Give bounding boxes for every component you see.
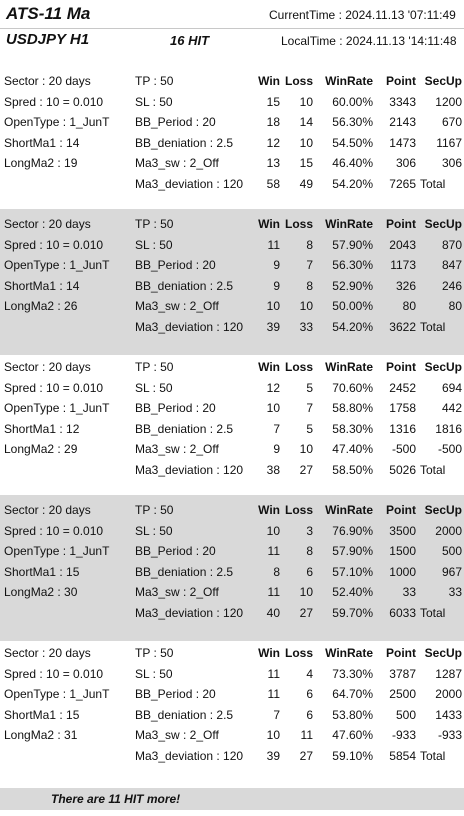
total-loss: 27 (299, 462, 313, 477)
cell-win: 13 (266, 156, 280, 170)
column-header-winrate: WinRate (325, 503, 373, 517)
param-mid: SL : 50 (135, 94, 173, 109)
cell-winrate: 46.40% (332, 156, 373, 170)
param-left: Sector : 20 days (4, 646, 91, 660)
param-mid: BB_deniation : 2.5 (135, 278, 234, 293)
footer (0, 788, 464, 810)
column-header-point: Point (386, 503, 416, 517)
param-mid: BB_Period : 20 (135, 401, 216, 415)
cell-win: 8 (273, 564, 280, 579)
param-left: OpenType : 1_JunT (4, 115, 110, 129)
total-loss: 33 (299, 319, 313, 334)
cell-loss: 7 (306, 258, 313, 272)
cell-winrate: 57.90% (332, 237, 373, 252)
cell-win: 12 (266, 380, 280, 395)
current-time: CurrentTime : 2024.11.13 '07:11:49 (269, 8, 456, 22)
cell-secup: 1167 (436, 135, 462, 150)
cell-loss: 6 (306, 687, 313, 701)
cell-win: 15 (266, 94, 280, 109)
cell-win: 9 (273, 442, 280, 456)
cell-point: 33 (402, 585, 416, 599)
column-header-win: Win (258, 217, 280, 231)
cell-win: 7 (273, 707, 280, 722)
cell-win: 11 (267, 585, 280, 599)
param-mid: SL : 50 (135, 523, 173, 538)
cell-loss: 6 (306, 707, 313, 722)
cell-loss: 4 (306, 666, 313, 681)
param-left: ShortMa1 : 15 (4, 564, 80, 579)
column-header-win: Win (258, 646, 280, 660)
param-left: LongMa2 : 30 (4, 585, 78, 599)
cell-secup: 442 (441, 401, 462, 415)
header-divider (0, 28, 464, 29)
param-mid: Ma3_sw : 2_Off (135, 585, 219, 599)
more-hits-message: There are 11 HIT more! (51, 792, 181, 806)
total-point: 3622 (389, 319, 416, 334)
param-left: ShortMa1 : 14 (4, 278, 80, 293)
column-header-win: Win (258, 503, 280, 517)
cell-loss: 7 (306, 401, 313, 415)
cell-secup: 694 (441, 380, 462, 395)
cell-loss: 11 (300, 728, 313, 742)
param-left: OpenType : 1_JunT (4, 258, 110, 272)
cell-winrate: 47.40% (332, 442, 373, 456)
cell-win: 10 (266, 299, 280, 313)
column-header-win: Win (258, 74, 280, 88)
column-header-loss: Loss (284, 217, 313, 231)
param-left: LongMa2 : 29 (4, 442, 78, 456)
cell-secup: -933 (437, 728, 462, 742)
cell-winrate: 50.00% (332, 299, 373, 313)
total-win: 38 (266, 462, 280, 477)
cell-secup: 2000 (435, 687, 462, 701)
cell-point: 1473 (389, 135, 416, 150)
cell-winrate: 70.60% (332, 380, 373, 395)
total-secup: Total (420, 176, 446, 191)
cell-loss: 5 (306, 380, 313, 395)
param-mid: BB_Period : 20 (135, 115, 216, 129)
param-mid: Ma3_deviation : 120 (135, 319, 244, 334)
param-left: LongMa2 : 31 (4, 728, 78, 742)
cell-secup: 847 (441, 258, 462, 272)
param-left: Spred : 10 = 0.010 (4, 237, 104, 252)
total-secup: Total (420, 319, 446, 334)
param-left: LongMa2 : 26 (4, 299, 78, 313)
cell-point: -933 (391, 728, 416, 742)
param-mid: Ma3_sw : 2_Off (135, 728, 219, 742)
column-header-secup: SecUp (424, 217, 462, 231)
cell-win: 10 (266, 523, 280, 538)
cell-loss: 10 (299, 299, 313, 313)
total-winrate: 54.20% (332, 176, 373, 191)
total-win: 39 (266, 748, 280, 763)
cell-secup: 670 (441, 115, 462, 129)
cell-loss: 10 (299, 135, 313, 150)
column-header-point: Point (386, 360, 416, 374)
column-header-loss: Loss (284, 646, 313, 660)
cell-win: 11 (267, 687, 280, 701)
cell-loss: 8 (306, 237, 313, 252)
cell-loss: 10 (299, 94, 313, 109)
total-point: 6033 (389, 605, 416, 620)
cell-secup: 80 (448, 299, 462, 313)
total-secup: Total (420, 605, 446, 620)
param-mid: TP : 50 (135, 646, 174, 660)
cell-winrate: 58.80% (332, 401, 373, 415)
param-left: Spred : 10 = 0.010 (4, 94, 104, 109)
cell-winrate: 52.40% (332, 585, 373, 599)
column-header-point: Point (386, 217, 416, 231)
total-win: 58 (266, 176, 280, 191)
param-left: Sector : 20 days (4, 503, 91, 517)
cell-point: 326 (395, 278, 416, 293)
total-winrate: 59.70% (332, 605, 373, 620)
column-header-secup: SecUp (424, 360, 462, 374)
total-win: 39 (266, 319, 280, 334)
column-header-loss: Loss (284, 503, 313, 517)
cell-loss: 14 (299, 115, 313, 129)
cell-secup: 1433 (435, 707, 462, 722)
cell-secup: 967 (441, 564, 462, 579)
column-header-win: Win (258, 360, 280, 374)
total-winrate: 58.50% (332, 462, 373, 477)
cell-secup: 870 (441, 237, 462, 252)
local-time: LocalTime : 2024.11.13 '14:11:48 (281, 34, 457, 48)
cell-secup: -500 (437, 442, 462, 456)
cell-point: 1173 (390, 258, 416, 272)
cell-winrate: 47.60% (332, 728, 373, 742)
result-block (0, 66, 464, 212)
cell-winrate: 54.50% (332, 135, 373, 150)
param-mid: SL : 50 (135, 237, 173, 252)
cell-win: 10 (266, 401, 280, 415)
cell-win: 18 (266, 115, 280, 129)
param-mid: BB_deniation : 2.5 (135, 707, 234, 722)
param-mid: TP : 50 (135, 217, 174, 231)
param-mid: Ma3_deviation : 120 (135, 605, 244, 620)
cell-secup: 246 (441, 278, 462, 293)
param-mid: BB_Period : 20 (135, 544, 216, 558)
column-header-secup: SecUp (424, 74, 462, 88)
cell-secup: 1287 (435, 666, 462, 681)
total-secup: Total (420, 748, 446, 763)
cell-winrate: 53.80% (332, 707, 373, 722)
param-mid: BB_Period : 20 (135, 687, 216, 701)
cell-secup: 1200 (435, 94, 462, 109)
param-mid: BB_deniation : 2.5 (135, 135, 234, 150)
param-left: OpenType : 1_JunT (4, 544, 110, 558)
param-left: ShortMa1 : 14 (4, 135, 80, 150)
column-header-winrate: WinRate (325, 360, 373, 374)
param-left: OpenType : 1_JunT (4, 401, 110, 415)
cell-loss: 10 (299, 585, 313, 599)
cell-point: 3500 (389, 523, 416, 538)
column-header-secup: SecUp (424, 503, 462, 517)
cell-point: 500 (395, 707, 416, 722)
cell-win: 9 (273, 258, 280, 272)
cell-point: 2500 (389, 687, 416, 701)
cell-point: 306 (395, 156, 416, 170)
param-mid: TP : 50 (135, 360, 174, 374)
total-loss: 27 (299, 748, 313, 763)
cell-loss: 8 (306, 544, 313, 558)
param-mid: TP : 50 (135, 74, 174, 88)
result-block (0, 352, 464, 498)
cell-winrate: 58.30% (332, 421, 373, 436)
total-loss: 27 (299, 605, 313, 620)
result-block (0, 209, 464, 355)
total-loss: 49 (299, 176, 313, 191)
param-mid: Ma3_sw : 2_Off (135, 299, 219, 313)
param-left: OpenType : 1_JunT (4, 687, 110, 701)
param-left: Spred : 10 = 0.010 (4, 523, 104, 538)
cell-winrate: 57.90% (332, 544, 373, 558)
cell-point: 1758 (389, 401, 416, 415)
cell-loss: 3 (306, 523, 313, 538)
param-mid: Ma3_deviation : 120 (135, 748, 244, 763)
param-mid: Ma3_sw : 2_Off (135, 156, 219, 170)
param-left: ShortMa1 : 15 (4, 707, 80, 722)
param-left: Spred : 10 = 0.010 (4, 380, 104, 395)
column-header-point: Point (386, 74, 416, 88)
param-left: Sector : 20 days (4, 74, 91, 88)
param-mid: Ma3_sw : 2_Off (135, 442, 219, 456)
cell-point: 2143 (389, 115, 416, 129)
cell-win: 11 (267, 544, 280, 558)
param-left: LongMa2 : 19 (4, 156, 78, 170)
hit-count: 16 HIT (170, 33, 210, 48)
cell-winrate: 64.70% (332, 687, 373, 701)
symbol-label: USDJPY H1 (6, 31, 90, 48)
cell-winrate: 73.30% (332, 666, 373, 681)
param-mid: Ma3_deviation : 120 (135, 176, 244, 191)
cell-win: 12 (266, 135, 280, 150)
param-mid: BB_deniation : 2.5 (135, 421, 234, 436)
cell-point: 1000 (389, 564, 416, 579)
column-header-loss: Loss (284, 360, 313, 374)
cell-point: 1316 (389, 421, 416, 436)
cell-point: 1500 (389, 544, 416, 558)
column-header-loss: Loss (284, 74, 313, 88)
cell-winrate: 57.10% (332, 564, 373, 579)
param-left: Sector : 20 days (4, 217, 91, 231)
total-point: 7265 (389, 176, 416, 191)
total-winrate: 54.20% (332, 319, 373, 334)
cell-loss: 15 (299, 156, 313, 170)
column-header-winrate: WinRate (325, 217, 373, 231)
param-mid: SL : 50 (135, 666, 173, 681)
result-block (0, 495, 464, 641)
cell-win: 11 (267, 666, 280, 681)
total-point: 5854 (389, 748, 416, 763)
cell-secup: 500 (441, 544, 462, 558)
param-left: Spred : 10 = 0.010 (4, 666, 104, 681)
cell-winrate: 56.30% (332, 115, 373, 129)
cell-point: 3343 (389, 94, 416, 109)
total-point: 5026 (389, 462, 416, 477)
app-title: ATS-11 Ma (6, 4, 91, 23)
cell-win: 9 (273, 278, 280, 293)
cell-loss: 5 (306, 421, 313, 436)
cell-win: 7 (273, 421, 280, 436)
cell-secup: 33 (448, 585, 462, 599)
column-header-winrate: WinRate (325, 74, 373, 88)
cell-win: 11 (267, 237, 280, 252)
total-secup: Total (420, 462, 446, 477)
cell-point: 3787 (389, 666, 416, 681)
cell-point: -500 (391, 442, 416, 456)
cell-winrate: 60.00% (332, 94, 373, 109)
result-block (0, 638, 464, 784)
cell-secup: 306 (441, 156, 462, 170)
cell-win: 10 (266, 728, 280, 742)
cell-point: 2043 (389, 237, 416, 252)
column-header-point: Point (386, 646, 416, 660)
param-mid: SL : 50 (135, 380, 173, 395)
param-mid: TP : 50 (135, 503, 174, 517)
header (0, 0, 464, 60)
column-header-secup: SecUp (424, 646, 462, 660)
total-winrate: 59.10% (332, 748, 373, 763)
cell-winrate: 76.90% (332, 523, 373, 538)
cell-winrate: 52.90% (332, 278, 373, 293)
cell-point: 2452 (389, 380, 416, 395)
param-mid: BB_Period : 20 (135, 258, 216, 272)
param-mid: Ma3_deviation : 120 (135, 462, 244, 477)
total-win: 40 (266, 605, 280, 620)
cell-loss: 8 (306, 278, 313, 293)
cell-loss: 10 (299, 442, 313, 456)
cell-secup: 1816 (435, 421, 462, 436)
cell-secup: 2000 (435, 523, 462, 538)
param-left: Sector : 20 days (4, 360, 91, 374)
cell-point: 80 (402, 299, 416, 313)
param-left: ShortMa1 : 12 (4, 421, 80, 436)
column-header-winrate: WinRate (325, 646, 373, 660)
param-mid: BB_deniation : 2.5 (135, 564, 234, 579)
cell-winrate: 56.30% (332, 258, 373, 272)
cell-loss: 6 (306, 564, 313, 579)
